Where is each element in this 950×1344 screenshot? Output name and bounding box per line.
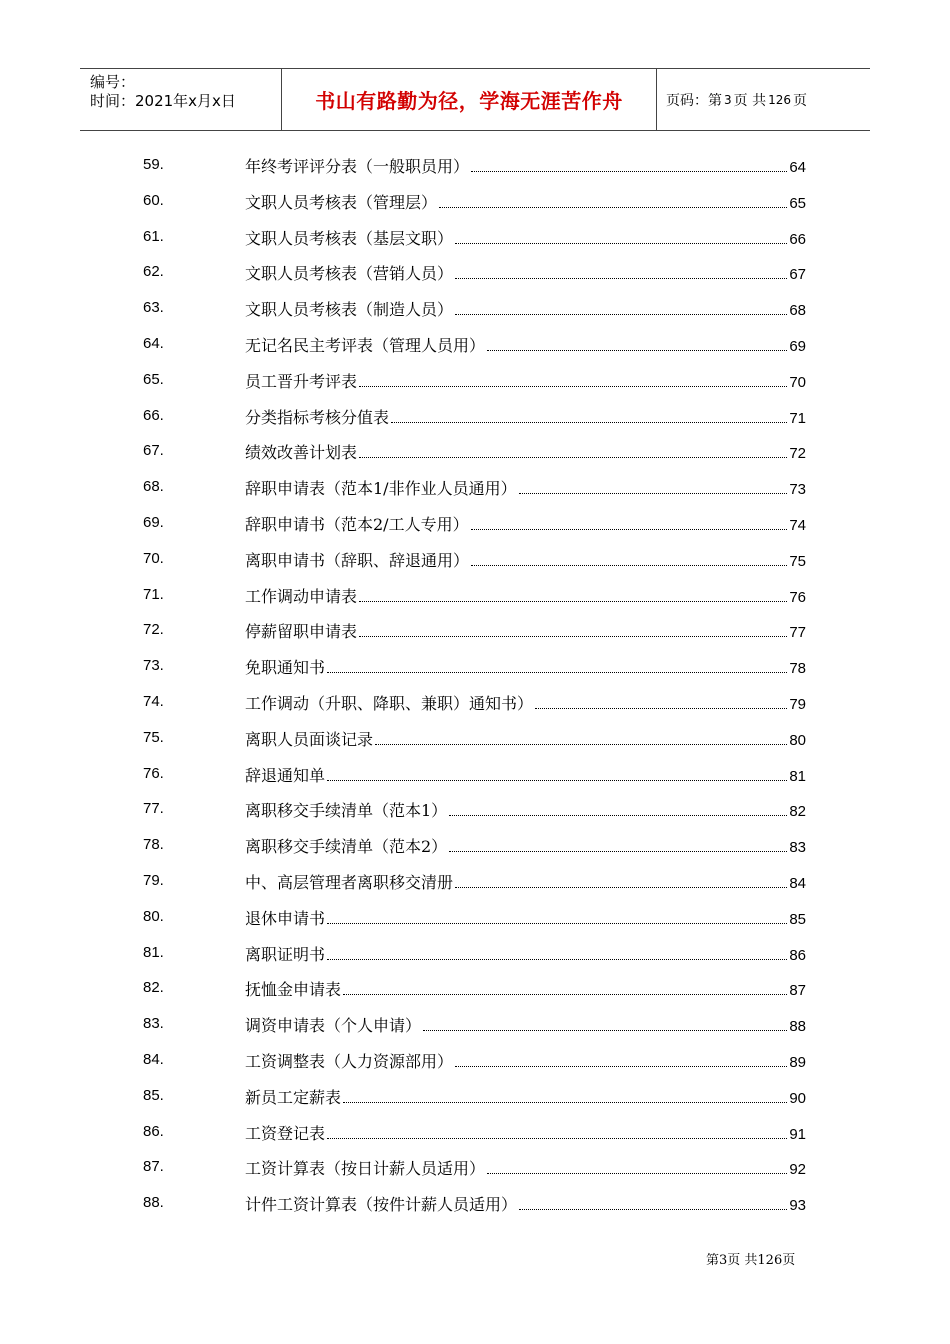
toc-entry-page: 82 — [789, 803, 806, 821]
toc-entry-page: 84 — [789, 875, 806, 892]
toc-entry-line — [245, 619, 806, 642]
toc-entry-page: 77 — [789, 624, 806, 642]
toc-entry-line — [245, 977, 806, 1000]
toc-dot-leader — [391, 421, 787, 423]
toc-entry-number: 62. — [143, 263, 164, 281]
toc-entry[interactable] — [0, 613, 950, 649]
toc-entry-title: 离职移交手续清单（范本1） — [245, 801, 448, 821]
toc-entry-page: 83 — [789, 839, 806, 857]
toc-entry-line — [245, 297, 806, 320]
toc-dot-leader — [471, 528, 788, 530]
toc-entry-page: 79 — [789, 696, 806, 713]
toc-entry[interactable] — [0, 363, 950, 399]
toc-dot-leader — [471, 170, 787, 172]
toc-entry-page: 91 — [789, 1125, 806, 1143]
toc-entry-line — [245, 584, 806, 607]
toc-dot-leader — [439, 206, 787, 208]
toc-entry-title: 辞职申请表（范本1/非作业人员通用） — [245, 479, 517, 499]
toc-entry-line — [245, 1192, 806, 1215]
toc-entry-line — [245, 548, 806, 571]
toc-entry-number: 68. — [143, 478, 164, 496]
toc-entry-number: 87. — [143, 1158, 164, 1176]
toc-entry-number: 73. — [143, 657, 164, 675]
toc-entry-title: 中、高层管理者离职移交清册 — [245, 873, 454, 892]
toc-entry-number: 60. — [143, 191, 164, 209]
toc-entry-line — [245, 476, 806, 499]
toc-dot-leader — [423, 1029, 787, 1031]
toc-entry-title: 文职人员考核表（制造人员） — [245, 300, 454, 320]
toc-entry-number: 82. — [143, 979, 164, 997]
toc-entry-number: 79. — [143, 872, 164, 889]
toc-entry-title: 调资申请表（个人申请） — [245, 1016, 422, 1036]
toc-entry[interactable] — [0, 434, 950, 470]
toc-entry-line — [245, 405, 806, 428]
page-suffix: 页 — [793, 92, 807, 109]
toc-entry-page: 92 — [789, 1161, 806, 1179]
toc-entry-title: 离职人员面谈记录 — [245, 729, 374, 749]
toc-entry-line — [245, 763, 806, 786]
toc-dot-leader — [487, 1172, 787, 1174]
toc-entry-number: 67. — [143, 442, 164, 460]
header-meta — [80, 69, 281, 130]
toc-entry-page: 78 — [789, 660, 806, 678]
toc-entry[interactable] — [0, 1150, 950, 1186]
toc-entry-line — [245, 1121, 806, 1144]
toc-dot-leader — [487, 349, 787, 351]
toc-dot-leader — [327, 671, 787, 673]
toc-entry-number: 72. — [143, 621, 164, 639]
document-time: 时间：2021年x月x日 — [90, 92, 236, 110]
toc-entry-title: 抚恤金申请表 — [245, 980, 342, 1000]
toc-entry-title: 工资登记表 — [245, 1123, 326, 1143]
toc-dot-leader — [343, 993, 787, 995]
toc-entry-number: 76. — [143, 764, 164, 782]
toc-entry-title: 工作调动（升职、降职、兼职）通知书） — [245, 694, 534, 713]
header-page-indicator — [657, 69, 870, 130]
toc-dot-leader — [343, 1101, 787, 1103]
toc-entry[interactable] — [0, 757, 950, 793]
toc-entry-number: 65. — [143, 370, 164, 388]
toc-entry-page: 93 — [789, 1197, 806, 1215]
toc-entry-line — [245, 190, 806, 213]
toc-entry-title: 免职通知书 — [245, 658, 326, 678]
toc-entry-number: 63. — [143, 299, 164, 317]
toc-entry-line — [245, 512, 806, 535]
toc-entry-page: 69 — [789, 338, 806, 355]
toc-entry-title: 工资调整表（人力资源部用） — [245, 1052, 454, 1071]
toc-entry-title: 工资计算表（按日计薪人员适用） — [245, 1159, 486, 1179]
toc-entry[interactable] — [0, 220, 950, 256]
toc-dot-leader — [359, 600, 787, 602]
toc-dot-leader — [519, 492, 788, 494]
toc-entry-number: 85. — [143, 1086, 164, 1104]
toc-entry[interactable] — [0, 792, 950, 828]
toc-entry-title: 工作调动申请表 — [245, 586, 358, 606]
toc-entry-title: 员工晋升考评表 — [245, 371, 358, 391]
toc-dot-leader — [455, 277, 787, 279]
toc-dot-leader — [327, 922, 787, 924]
toc-entry-number: 84. — [143, 1051, 164, 1068]
toc-entry-number: 78. — [143, 836, 164, 854]
toc-entry-line — [245, 369, 806, 392]
toc-entry-page: 66 — [789, 230, 806, 248]
toc-entry[interactable] — [0, 184, 950, 220]
toc-entry-number: 64. — [143, 335, 164, 352]
toc-entry[interactable] — [0, 828, 950, 864]
toc-dot-leader — [535, 707, 787, 709]
toc-entry-title: 年终考评评分表（一般职员用） — [245, 157, 470, 176]
toc-entry-line — [245, 870, 806, 893]
toc-entry-number: 70. — [143, 549, 164, 567]
toc-dot-leader — [359, 456, 787, 458]
toc-entry-line — [245, 1013, 806, 1036]
page-header — [80, 68, 870, 131]
toc-entry-number: 88. — [143, 1194, 164, 1212]
toc-entry-page: 74 — [789, 517, 806, 534]
toc-entry-title: 离职移交手续清单（范本2） — [245, 837, 448, 857]
toc-entry-line — [245, 727, 806, 750]
toc-entry-title: 辞退通知单 — [245, 765, 326, 785]
toc-entry-line — [245, 906, 806, 929]
toc-entry-page: 71 — [789, 409, 806, 427]
toc-entry-page: 90 — [789, 1089, 806, 1107]
toc-dot-leader — [519, 1208, 787, 1210]
page-total: 126 — [768, 92, 791, 107]
toc-entry-title: 文职人员考核表（管理层） — [245, 192, 438, 212]
toc-entry-number: 81. — [143, 943, 164, 961]
toc-dot-leader — [455, 1065, 787, 1067]
toc-entry-number: 83. — [143, 1015, 164, 1033]
toc-entry-number: 77. — [143, 800, 164, 818]
toc-entry-page: 65 — [789, 194, 806, 212]
toc-entry-number: 59. — [143, 156, 164, 173]
toc-entry-number: 74. — [143, 693, 164, 710]
toc-dot-leader — [455, 886, 787, 888]
toc-entry-title: 新员工定薪表 — [245, 1087, 342, 1107]
toc-entry-title: 无记名民主考评表（管理人员用） — [245, 336, 486, 355]
toc-entry[interactable] — [0, 721, 950, 757]
document-number-label: 编号： — [90, 73, 136, 91]
toc-entry-page: 73 — [789, 481, 806, 499]
toc-dot-leader — [327, 1137, 787, 1139]
toc-entry-page: 75 — [789, 552, 806, 570]
toc-entry-title: 文职人员考核表（营销人员） — [245, 264, 454, 284]
toc-entry[interactable] — [0, 1079, 950, 1115]
toc-entry[interactable] — [0, 971, 950, 1007]
toc-entry-line — [245, 440, 806, 463]
toc-entry-page: 81 — [789, 767, 806, 785]
toc-dot-leader — [449, 814, 787, 816]
toc-entry-line — [245, 834, 806, 857]
toc-entry-number: 86. — [143, 1122, 164, 1140]
toc-entry[interactable] — [0, 291, 950, 327]
toc-entry-line — [245, 261, 806, 284]
toc-entry-line — [245, 1156, 806, 1179]
toc-entry-page: 86 — [789, 946, 806, 964]
toc-entry-title: 离职证明书 — [245, 944, 326, 964]
header-motto: 书山有路勤为径，学海无涯苦作舟 — [281, 69, 657, 130]
toc-entry[interactable] — [0, 936, 950, 972]
toc-entry[interactable] — [0, 148, 950, 184]
toc-entry-line — [245, 691, 806, 714]
toc-entry-line — [245, 226, 806, 249]
toc-dot-leader — [455, 313, 787, 315]
toc-entry[interactable] — [0, 255, 950, 291]
toc-entry[interactable] — [0, 1186, 950, 1222]
toc-entry-page: 64 — [789, 159, 806, 176]
toc-dot-leader — [455, 242, 787, 244]
toc-entry-line — [245, 1049, 806, 1072]
toc-entry[interactable] — [0, 864, 950, 900]
toc-entry-number: 69. — [143, 514, 164, 531]
toc-entry-number: 80. — [143, 907, 164, 925]
toc-entry-page: 85 — [789, 910, 806, 928]
toc-entry[interactable] — [0, 542, 950, 578]
toc-entry-page: 68 — [789, 302, 806, 320]
toc-entry-title: 停薪留职申请表 — [245, 622, 358, 642]
toc-entry-number: 66. — [143, 406, 164, 424]
toc-entry-line — [245, 655, 806, 678]
toc-entry-title: 离职申请书（辞职、辞退通用） — [245, 550, 470, 570]
toc-entry-number: 71. — [143, 585, 164, 603]
toc-dot-leader — [327, 958, 787, 960]
toc-entry-page: 70 — [789, 373, 806, 391]
toc-entry-title: 计件工资计算表（按件计薪人员适用） — [245, 1195, 518, 1215]
toc-entry-title: 文职人员考核表（基层文职） — [245, 228, 454, 248]
toc-entry[interactable] — [0, 327, 950, 363]
page-prefix: 页码：第 — [666, 92, 722, 109]
toc-entry-line — [245, 942, 806, 965]
toc-entry-number: 61. — [143, 227, 164, 245]
toc-entry-title: 退休申请书 — [245, 908, 326, 928]
toc-entry[interactable] — [0, 1043, 950, 1079]
toc-entry-title: 绩效改善计划表 — [245, 443, 358, 463]
toc-entry-page: 80 — [789, 731, 806, 749]
toc-entry-line — [245, 333, 806, 356]
toc-dot-leader — [359, 635, 787, 637]
toc-entry-title: 辞职申请书（范本2/工人专用） — [245, 515, 469, 534]
toc-dot-leader — [471, 564, 787, 566]
toc-dot-leader — [449, 850, 787, 852]
toc-entry-line — [245, 1085, 806, 1108]
toc-entry-page: 67 — [789, 266, 806, 284]
page-footer: 第3页 共126页 — [706, 1253, 796, 1268]
page-mid: 页 共 — [733, 92, 767, 109]
toc-entry[interactable] — [0, 399, 950, 435]
toc-dot-leader — [327, 779, 787, 781]
toc-entry[interactable] — [0, 578, 950, 614]
toc-entry-page: 72 — [789, 445, 806, 463]
toc-entry-page: 87 — [789, 982, 806, 1000]
toc-entry[interactable] — [0, 1007, 950, 1043]
toc-dot-leader — [375, 743, 787, 745]
toc-entry[interactable] — [0, 900, 950, 936]
toc-entry[interactable] — [0, 506, 950, 542]
toc-entry-line — [245, 798, 806, 821]
toc-entry-page: 89 — [789, 1054, 806, 1071]
toc-entry[interactable] — [0, 470, 950, 506]
toc-entry-number: 75. — [143, 728, 164, 746]
toc-entry[interactable] — [0, 685, 950, 721]
toc-entry[interactable] — [0, 649, 950, 685]
toc-entry-title: 分类指标考核分值表 — [245, 407, 390, 427]
toc-entry[interactable] — [0, 1115, 950, 1151]
toc-entry-line — [245, 154, 806, 177]
page-current: 3 — [724, 92, 732, 107]
toc-entry-page: 76 — [789, 588, 806, 606]
toc-dot-leader — [359, 385, 787, 387]
toc-entry-page: 88 — [789, 1018, 806, 1036]
